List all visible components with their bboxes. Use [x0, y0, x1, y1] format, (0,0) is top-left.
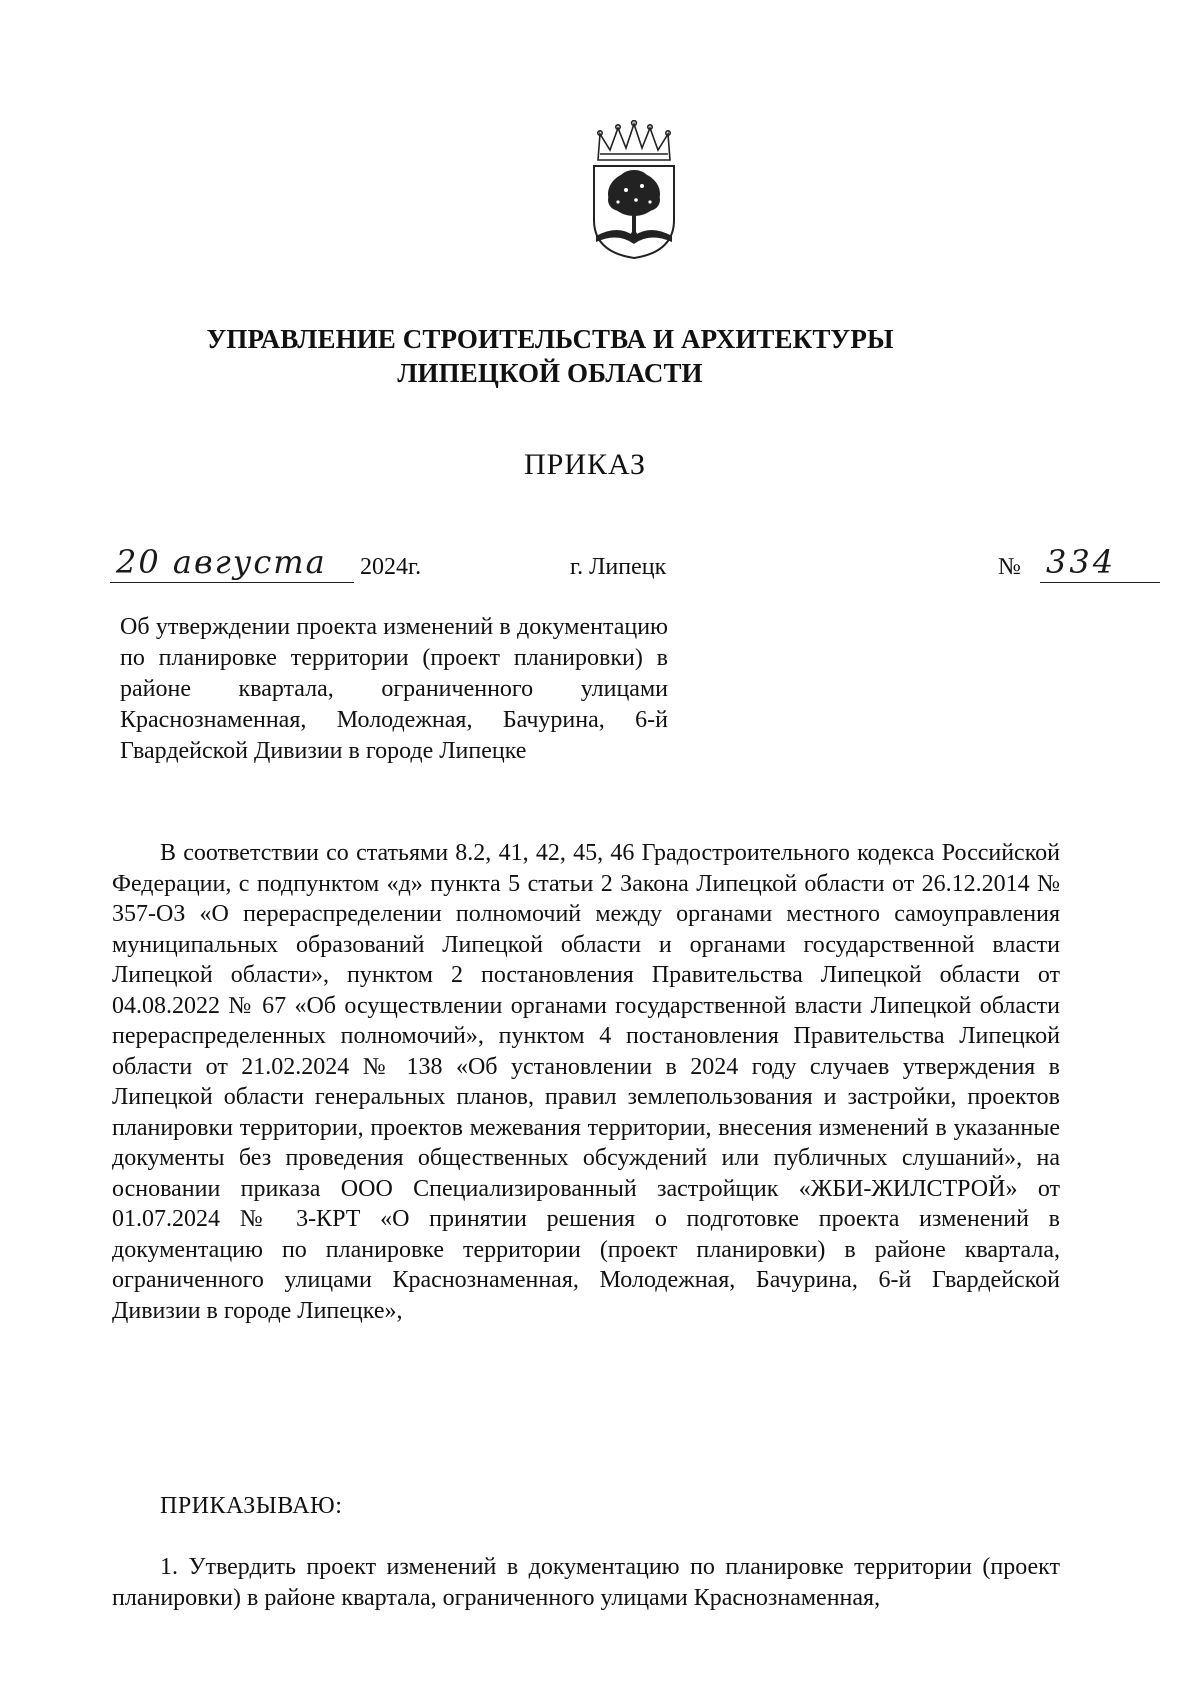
year: 2024г. [360, 554, 422, 580]
date-number-row [110, 543, 1117, 592]
authority-name [180, 322, 920, 390]
order-subject: Об утверждении проекта изменений в документацию по планировке территории (проект планировки) в районе квартала, ограниченного улицами Краснознаменная, Молодежная, Бачурина, 6-й Гвардейской Дивизии в городе Липецке [120, 614, 668, 764]
handwritten-date: 20 августа [116, 543, 327, 581]
date-field [110, 543, 354, 583]
preamble-paragraph: В соответствии со статьями 8.2, 41, 42, 45, 46 Градостроительного кодекса Российской Федерации, с подпунктом «д» пункта 5 статьи 2 Закона Липецкой области от 26.12.2014 № 357-ОЗ «О перераспределении полномочий между органами местного самоуправления муниципальных образований Липецкой области и органами государственной власти Липецкой области», пунктом 2 постановления Правительства Липецкой области от 04.08.2022 № 67 «Об осуществлении органами государственной власти Липецкой области перераспределенных полномочий», пунктом 4 постановления Правительства Липецкой области от 21.02.2024 № 138 «Об установлении в 2024 году случаев утверждения в Липецкой области генеральных планов, правил землепользования и застройки, проектов планировки территории, проектов межевания территории, внесения изменений в указанные документы без проведения общественных обсуждений или публичных слушаний», на основании приказа ООО Специализированный застройщик «ЖБИ-ЖИЛСТРОЙ» от 01.07.2024 № 3-КРТ «О принятии решения о подготовке проекта изменений в документацию по планировке территории (проект планировки) в районе квартала, ограниченного улицами Краснознаменная, Молодежная, Бачурина, 6-й Гвардейской Дивизии в городе Липецке», [112, 840, 1060, 1324]
document-type: ПРИКАЗ [524, 448, 646, 481]
order-word: ПРИКАЗЫВАЮ: [160, 1493, 343, 1519]
city: г. Липецк [570, 554, 667, 580]
number-field [1040, 543, 1160, 583]
handwritten-number: 334 [1046, 543, 1117, 581]
lipetsk-coat-of-arms-icon [588, 120, 680, 260]
order-item-1: 1. Утвердить проект изменений в документацию по планировке территории (проект планировки) в районе квартала, ограниченного улицами Краснознаменная, [112, 1554, 1060, 1611]
authority-line-1: УПРАВЛЕНИЕ СТРОИТЕЛЬСТВА И АРХИТЕКТУРЫ [206, 324, 894, 354]
number-sign: № [998, 554, 1021, 580]
authority-line-2: ЛИПЕЦКОЙ ОБЛАСТИ [397, 358, 703, 388]
